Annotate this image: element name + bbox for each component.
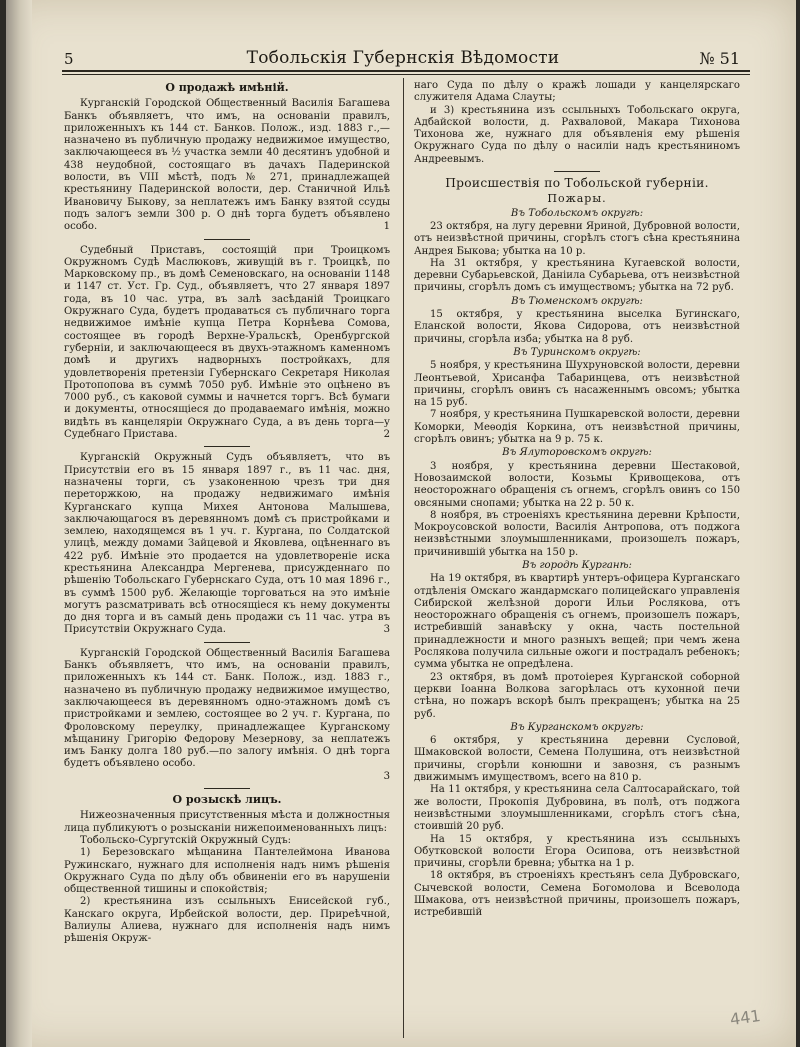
fire-report: На 19 октября, въ квартирѣ унтеръ-офицера Курганскаго отдѣленія Омскаго жандармскаго полицейскаго управленія Сибирской желѣзной дороги Ильи Рослякова, отъ неосторожнаго обращенія съ огнемъ, произошелъ пожаръ, истребившій занавѣску у окна, часть постельной принадлежности и много разныхъ вещей; при чемъ жена Рослякова получила сильные ожоги и пострадалъ ребенокъ; сумма убытка не опредѣлена. xyxy=(414,573,740,671)
section-divider xyxy=(554,171,600,172)
notice-mark: 1 xyxy=(383,221,390,233)
notice-divider xyxy=(204,446,250,447)
court-name: Тобольско-Сургутскій Окружный Судъ: xyxy=(80,834,292,846)
district-tyumen: Въ Тюменскомъ округѣ: xyxy=(511,295,643,307)
district-turinsk: Въ Туринскомъ округѣ: xyxy=(513,346,641,358)
search-item-1: 1) Березовскаго мѣщанина Пантелеймона Иванова Ружинскаго, нужнаго для исполненія надъ нимъ рѣшенія Окружнаго Суда по дѣлу объ обвиненіи его въ нарушеніи общественной тишины и спокойствія; xyxy=(64,847,390,896)
notice-1: Курганскій Городской Общественный Василія Багашева Банкъ объявляетъ, что имъ, на основаніи правилъ, приложенныхъ къ 144 ст. Банков. Полож., изд. 1883 г.,—назначено въ публичную продажу недвижимое имущество, заключающееся въ ½ участка земли 40 десятинъ удобной и 438 неудобной, состоящаго въ дачахъ Падеринской волости, въ VIII мѣстѣ, подъ № 271, принадлежащей крестьянину Падеринской волости, дер. Станичной Ильѣ Ивановичу Быкову, за неплатежъ имъ Банку взятой ссуды подъ залогъ земли 300 р. О днѣ торга будетъ объявлено особо. 1 xyxy=(64,98,390,233)
fire-report: 23 октября, въ домѣ протоіерея Курганской соборной церкви Іоанна Волкова загорѣлась отъ кухонной печи стѣна, но пожаръ вскорѣ былъ прекращенъ; убытка на 25 руб. xyxy=(414,671,740,720)
page-number: 5 xyxy=(64,50,74,68)
archive-stamp: 441 xyxy=(728,1005,762,1030)
section-heading-sales: О продажѣ имѣній. xyxy=(165,81,289,94)
fire-report: 15 октября, у крестьянина выселка Бугинскаго, Еланской волости, Якова Сидорова, отъ неизвѣстной причины, сгорѣла изба; убытка на 8 руб. xyxy=(414,309,740,345)
fire-report: 8 ноября, въ строеніяхъ крестьянина деревни Крѣпости, Мокроусовской волости, Василія Антропова, отъ поджога неизвѣстными злоумышленниками, произошелъ пожаръ, причинившій убытка на 150 р. xyxy=(414,509,740,558)
notice-mark: 2 xyxy=(383,429,390,441)
header-rule-thin xyxy=(62,74,750,75)
newspaper-title: Тобольскія Губернскія Вѣдомости xyxy=(246,48,560,68)
issue-number: № 51 xyxy=(699,49,740,68)
right-column xyxy=(414,80,740,920)
left-column xyxy=(64,80,390,946)
notice-2: Судебный Приставъ, состоящій при Троицкомъ Окружномъ Судѣ Маслюковъ, живущій въ г. Троицкѣ, по Марковскому пр., въ домѣ Семеновскаго, на основаніи 1148 и 1147 ст. Уст. Гр. Суд., объявляетъ, что 27 января 1897 года, въ 10 час. утра, въ залѣ засѣданій Троицкаго Окружнаго Суда, будетъ продаваться съ публичнаго торга недвижимое имѣніе купца Петра Корнѣева Сомова, состоящее въ городѣ Верхне-Уральскѣ, Оренбургской губерніи, и заключающееся въ двухъ-этажномъ каменномъ домѣ и другихъ надворныхъ постройкахъ, для удовлетворенія претензіи Губернскаго Секретаря Николая Протопопова въ суммѣ 7050 руб. Имѣніе это оцѣнено въ 7000 руб., съ каковой суммы и начнется торгъ. Всѣ бумаги и документы, относящіеся до продаваемаго имѣнія, можно видѣть въ канцеляріи Окружнаго Суда, а въ день торга—у Судебнаго Пристава. 2 xyxy=(64,244,390,441)
fire-report: На 15 октября, у крестьянина изъ ссыльныхъ Обутковской волости Егора Осипова, отъ неизвѣстной причины, сгорѣли бревна; убытка на 1 р. xyxy=(414,833,740,870)
fire-report: 6 октября, у крестьянина деревни Сусловой, Шмаковской волости, Семена Полушина, отъ неизвѣстной причины, сгорѣли конюшни и завозня, съ разнымъ движимымъ имуществомъ, всего на 810 р. xyxy=(414,735,740,784)
city-kurgan: Въ городѣ Курганѣ: xyxy=(522,559,632,571)
section-heading-incidents: Происшествія по Тобольской губерніи. xyxy=(445,176,709,191)
fire-report: 18 октября, въ строеніяхъ крестьянъ села Дубровскаго, Сычевской волости, Семена Богомолова и Всеволода Шмакова, отъ неизвѣстной причины, произошелъ пожаръ, истребившій xyxy=(414,870,740,919)
section-heading-search: О розыскѣ лицъ. xyxy=(172,793,282,807)
notice-mark: 3 xyxy=(383,624,390,636)
newspaper-page xyxy=(6,0,796,1047)
search-item-3: и 3) крестьянина изъ ссыльныхъ Тобольскаго округа, Адбайской волости, д. Рахваловой, Макара Тихонова Тихонова же, нужнаго для объявленія ему рѣшенія Окружнаго Суда по дѣлу о насиліи надъ крестьяниномъ Андреевымъ. xyxy=(414,104,740,165)
page-header xyxy=(58,48,748,70)
fire-report: 23 октября, на лугу деревни Яриной, Дубровной волости, отъ неизвѣстной причины, сгорѣлъ стогъ сѣна крестьянина Андрея Быкова; убытка на 10 р. xyxy=(414,220,740,257)
district-yalutorovsk: Въ Ялуторовскомъ округѣ: xyxy=(502,447,652,459)
notice-divider xyxy=(204,642,250,643)
fire-report: На 11 октября, у крестьянина села Салтосарайскаго, той же волости, Прокопія Дубровина, въ полѣ, отъ поджога неизвѣстными злоумышленниками, сгорѣлъ стогъ сѣна, стоившій 20 руб. xyxy=(414,784,740,833)
fire-report: 5 ноября, у крестьянина Шухруновской волости, деревни Леонтьевой, Хрисанфа Табаринцева, отъ неизвѣстной причины, сгорѣлъ овинъ съ насаженнымъ овсомъ; убытка на 15 руб. xyxy=(414,360,740,409)
search-intro: Нижеозначенныя присутственныя мѣста и должностныя лица публикуютъ о розысканіи нижепоименованныхъ лицъ: xyxy=(64,810,390,834)
fire-report: На 31 октября, у крестьянина Кугаевской волости, деревни Субарьевской, Даніила Субарьева, отъ неизвѣстной причины, сгорѣлъ домъ съ имуществомъ; убытка на 72 руб. xyxy=(414,257,740,294)
header-rule xyxy=(62,70,750,72)
fire-report: 7 ноября, у крестьянина Пушкаревской волости, деревни Коморки, Меѳодія Коркина, отъ неизвѣстной причины, сгорѣлъ овинъ; убытка на 9 р. 75 к. xyxy=(414,409,740,446)
fire-report: 3 ноября, у крестьянина деревни Шестаковой, Новозаимской волости, Козьмы Кривощекова, отъ неосторожнаго обращенія съ огнемъ, сгорѣлъ овинъ со 150 овсяными снопами; убытка на 22 р. 50 к. xyxy=(414,460,740,509)
search-item-2: 2) крестьянина изъ ссыльныхъ Енисейской губ., Канскаго округа, Ирбейской волости, дер. Приреѣчной, Валиулы Алиева, нужнаго для исполненія надъ нимъ рѣшенія Окруж- xyxy=(64,896,390,945)
district-kurgan: Въ Курганскомъ округѣ: xyxy=(510,721,644,733)
district-tobolsk: Въ Тобольскомъ округѣ: xyxy=(510,207,644,219)
notice-3: Курганскій Окружный Судъ объявляетъ, что въ Присутствіи его въ 15 января 1897 г., въ 11 час. дня, назначены торги, съ узаконенною чрезъ три дня переторжкою, на продажу недвижимаго имѣнія Курганскаго купца Михея Антонова Малышева, заключающагося въ деревянномъ домѣ съ пристройками и землею, находящемся въ 1 уч. г. Кургана, по Солдатской улицѣ, между домами Зайцевой и Яковлева, оцѣненнаго въ 422 руб. Имѣніе это продается на удовлетвореніе иска крестьянина Александра Мергенева, присужденнаго по рѣшенію Тобольскаго Губернскаго Суда, отъ 10 мая 1896 г., въ суммѣ 1500 руб. Желающіе торговаться на это имѣніе могутъ разсматривать всѣ относящіеся къ нему документы до дня торга и въ самый день продажи съ 11 час. утра въ Присутствіи Окружнаго Суда. 3 xyxy=(64,452,390,636)
subheading-fires: Пожары. xyxy=(547,192,607,206)
page-binding xyxy=(6,0,32,1047)
notice-divider xyxy=(204,239,250,240)
notice-4: Курганскій Городской Общественный Василія Багашева Банкъ объявляетъ, что имъ, на основаніи правилъ, приложенныхъ къ 144 ст. Банк. Полож., изд. 1883 г., назначено въ публичную продажу недвижимое имущество, заключающееся въ деревянномъ одно-этажномъ домѣ съ пристройками и землею, состоящее во 2 уч. г. Кургана, по Фроловскому переулку, принадлежащее Курганскому мѣщанину Григорію Федорову Мезернову, за неплатежъ имъ Банку долга 180 руб.—по залогу имѣнія. О днѣ торга будетъ объявлено особо. xyxy=(64,647,390,770)
search-item-2-continued: наго Суда по дѣлу о кражѣ лошади у канцелярскаго служителя Адама Слауты; xyxy=(414,80,740,104)
section-divider xyxy=(204,788,250,789)
notice-mark: 3 xyxy=(383,770,390,782)
column-divider xyxy=(403,78,404,1038)
